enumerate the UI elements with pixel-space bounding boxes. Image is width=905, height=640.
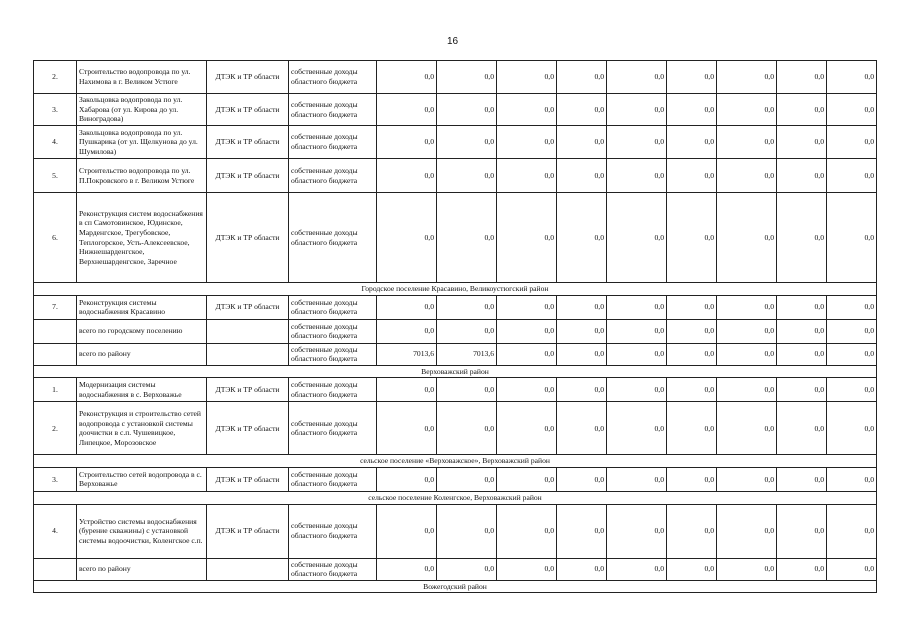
funding-value: 0,0 [777, 504, 827, 558]
funding-value: 0,0 [557, 126, 607, 159]
funding-value: 0,0 [557, 378, 607, 402]
funding-value: 0,0 [557, 467, 607, 491]
funding-value: 0,0 [777, 467, 827, 491]
table-row [34, 504, 877, 558]
funding-value: 0,0 [717, 343, 777, 365]
funding-value: 0,0 [717, 126, 777, 159]
funding-value: 0,0 [437, 378, 497, 402]
funding-value: 0,0 [717, 94, 777, 126]
funding-source: собственные доходы областного бюджета [289, 402, 377, 455]
row-number: 4. [34, 504, 77, 558]
row-number: 4. [34, 126, 77, 159]
funding-value: 0,0 [607, 94, 667, 126]
funding-value: 0,0 [667, 159, 717, 193]
funding-value: 0,0 [377, 295, 437, 319]
funding-value: 0,0 [497, 295, 557, 319]
row-number [34, 343, 77, 365]
funding-value: 0,0 [607, 319, 667, 343]
section-title: Вожегодский район [34, 580, 877, 593]
funding-value: 0,0 [777, 402, 827, 455]
executor: ДТЭК и ТР области [207, 467, 289, 491]
section-title: сельское поселение Коленгское, Верховажский район [34, 491, 877, 504]
table-row [34, 343, 877, 365]
section-header-row [34, 580, 877, 593]
funding-value: 0,0 [667, 378, 717, 402]
section-title: сельское поселение «Верховажское», Верховажский район [34, 455, 877, 468]
funding-value: 0,0 [827, 378, 877, 402]
funding-value: 0,0 [717, 295, 777, 319]
funding-value: 0,0 [667, 504, 717, 558]
funding-value: 0,0 [437, 61, 497, 94]
funding-value: 0,0 [437, 159, 497, 193]
measure-name: Устройство системы водоснабжения (бурение скважины) с установкой системы водоочистки, Коленгское с.п. [77, 504, 207, 558]
funding-source: собственные доходы областного бюджета [289, 94, 377, 126]
funding-value: 0,0 [497, 378, 557, 402]
table-row [34, 378, 877, 402]
funding-value: 0,0 [607, 343, 667, 365]
funding-value: 0,0 [777, 343, 827, 365]
funding-value: 0,0 [607, 126, 667, 159]
funding-value: 0,0 [777, 378, 827, 402]
funding-value: 0,0 [607, 295, 667, 319]
funding-value: 7013,6 [377, 343, 437, 365]
measure-name: Закольцовка водопровода по ул. Пушкарика (от ул. Щелкунова до ул. Шумилова) [77, 126, 207, 159]
funding-value: 0,0 [717, 558, 777, 580]
executor: ДТЭК и ТР области [207, 159, 289, 193]
funding-value: 0,0 [377, 319, 437, 343]
funding-value: 0,0 [777, 319, 827, 343]
funding-value: 0,0 [557, 319, 607, 343]
measure-name: Реконструкция систем водоснабжения в сп Самотовинское, Юдинское, Марденгское, Трегубовское, Теплогорское, Усть-Алексеевское, Нижнешарденгское, Верхнешарденгское, Заречное [77, 193, 207, 283]
row-number: 2. [34, 402, 77, 455]
executor [207, 343, 289, 365]
funding-value: 0,0 [377, 94, 437, 126]
funding-value: 0,0 [437, 467, 497, 491]
funding-value: 0,0 [667, 343, 717, 365]
funding-source: собственные доходы областного бюджета [289, 343, 377, 365]
funding-value: 0,0 [667, 319, 717, 343]
funding-value: 7013,6 [437, 343, 497, 365]
funding-value: 0,0 [667, 126, 717, 159]
measure-name: Закольцовка водопровода по ул. Хабарова (от ул. Кирова до ул. Виноградова) [77, 94, 207, 126]
measure-name: Реконструкция системы водоснабжения Красавино [77, 295, 207, 319]
row-number: 3. [34, 467, 77, 491]
row-number: 1. [34, 378, 77, 402]
funding-value: 0,0 [437, 193, 497, 283]
funding-value: 0,0 [497, 94, 557, 126]
funding-value: 0,0 [777, 159, 827, 193]
funding-value: 0,0 [557, 504, 607, 558]
funding-value: 0,0 [777, 295, 827, 319]
section-header-row [34, 491, 877, 504]
funding-value: 0,0 [717, 402, 777, 455]
funding-value: 0,0 [557, 558, 607, 580]
funding-source: собственные доходы областного бюджета [289, 467, 377, 491]
funding-value: 0,0 [667, 94, 717, 126]
funding-source: собственные доходы областного бюджета [289, 558, 377, 580]
executor: ДТЭК и ТР области [207, 193, 289, 283]
funding-value: 0,0 [667, 193, 717, 283]
table-row [34, 61, 877, 94]
funding-value: 0,0 [607, 61, 667, 94]
funding-value: 0,0 [827, 159, 877, 193]
table-row [34, 467, 877, 491]
funding-value: 0,0 [607, 159, 667, 193]
funding-value: 0,0 [497, 159, 557, 193]
funding-value: 0,0 [827, 402, 877, 455]
funding-source: собственные доходы областного бюджета [289, 319, 377, 343]
executor: ДТЭК и ТР области [207, 295, 289, 319]
executor: ДТЭК и ТР области [207, 61, 289, 94]
measure-name: всего по району [77, 343, 207, 365]
funding-value: 0,0 [607, 402, 667, 455]
funding-value: 0,0 [667, 61, 717, 94]
funding-value: 0,0 [827, 504, 877, 558]
row-number [34, 319, 77, 343]
funding-value: 0,0 [827, 126, 877, 159]
executor: ДТЭК и ТР области [207, 126, 289, 159]
funding-value: 0,0 [497, 504, 557, 558]
funding-value: 0,0 [777, 61, 827, 94]
funding-source: собственные доходы областного бюджета [289, 61, 377, 94]
measure-name: Строительство водопровода по ул. Нахимова в г. Великом Устюге [77, 61, 207, 94]
funding-value: 0,0 [557, 343, 607, 365]
funding-source: собственные доходы областного бюджета [289, 126, 377, 159]
table-row [34, 402, 877, 455]
funding-value: 0,0 [717, 159, 777, 193]
funding-value: 0,0 [717, 504, 777, 558]
funding-value: 0,0 [557, 193, 607, 283]
measure-name: Реконструкция и строительство сетей водопровода с установкой системы доочистки в с.п. Чушевицкое, Липецкое, Морозовское [77, 402, 207, 455]
funding-value: 0,0 [827, 467, 877, 491]
section-header-row [34, 455, 877, 468]
measure-name: всего по району [77, 558, 207, 580]
funding-value: 0,0 [777, 193, 827, 283]
table-row [34, 94, 877, 126]
funding-value: 0,0 [497, 319, 557, 343]
funding-value: 0,0 [607, 193, 667, 283]
funding-value: 0,0 [377, 378, 437, 402]
funding-value: 0,0 [557, 295, 607, 319]
funding-value: 0,0 [497, 467, 557, 491]
funding-source: собственные доходы областного бюджета [289, 193, 377, 283]
funding-value: 0,0 [557, 61, 607, 94]
measure-name: Модернизация системы водоснабжения в с. Верховажье [77, 378, 207, 402]
table-row [34, 126, 877, 159]
funding-value: 0,0 [717, 467, 777, 491]
measure-name: Строительство сетей водопровода в с. Верховажье [77, 467, 207, 491]
funding-value: 0,0 [497, 402, 557, 455]
section-header-row [34, 365, 877, 378]
funding-value: 0,0 [827, 193, 877, 283]
funding-source: собственные доходы областного бюджета [289, 295, 377, 319]
measure-name: Строительство водопровода по ул. П.Покровского в г. Великом Устюге [77, 159, 207, 193]
measure-name: всего по городскому поселению [77, 319, 207, 343]
table-row [34, 159, 877, 193]
funding-value: 0,0 [377, 126, 437, 159]
funding-value: 0,0 [437, 94, 497, 126]
page-number: 16 [446, 36, 459, 47]
executor [207, 319, 289, 343]
funding-source: собственные доходы областного бюджета [289, 378, 377, 402]
table-row [34, 319, 877, 343]
funding-source: собственные доходы областного бюджета [289, 504, 377, 558]
funding-value: 0,0 [667, 467, 717, 491]
executor: ДТЭК и ТР области [207, 402, 289, 455]
funding-value: 0,0 [497, 61, 557, 94]
funding-value: 0,0 [827, 295, 877, 319]
executor [207, 558, 289, 580]
funding-value: 0,0 [437, 319, 497, 343]
row-number: 7. [34, 295, 77, 319]
funding-value: 0,0 [607, 504, 667, 558]
funding-value: 0,0 [667, 402, 717, 455]
funding-value: 0,0 [497, 126, 557, 159]
funding-value: 0,0 [557, 159, 607, 193]
funding-value: 0,0 [557, 402, 607, 455]
funding-value: 0,0 [557, 94, 607, 126]
funding-value: 0,0 [827, 343, 877, 365]
funding-value: 0,0 [607, 378, 667, 402]
funding-value: 0,0 [377, 61, 437, 94]
row-number: 5. [34, 159, 77, 193]
funding-value: 0,0 [437, 504, 497, 558]
funding-value: 0,0 [717, 61, 777, 94]
row-number: 6. [34, 193, 77, 283]
funding-value: 0,0 [497, 193, 557, 283]
row-number: 2. [34, 61, 77, 94]
funding-value: 0,0 [777, 94, 827, 126]
funding-value: 0,0 [377, 193, 437, 283]
funding-value: 0,0 [827, 61, 877, 94]
funding-value: 0,0 [777, 126, 827, 159]
funding-value: 0,0 [377, 558, 437, 580]
funding-value: 0,0 [377, 402, 437, 455]
funding-value: 0,0 [667, 558, 717, 580]
funding-value: 0,0 [777, 558, 827, 580]
budget-table [33, 60, 877, 593]
table-row [34, 193, 877, 283]
funding-value: 0,0 [377, 467, 437, 491]
funding-value: 0,0 [497, 343, 557, 365]
section-title: Городское поселение Красавино, Великоустюгский район [34, 283, 877, 296]
funding-source: собственные доходы областного бюджета [289, 159, 377, 193]
section-title: Верховажский район [34, 365, 877, 378]
funding-value: 0,0 [717, 193, 777, 283]
row-number: 3. [34, 94, 77, 126]
funding-value: 0,0 [437, 402, 497, 455]
funding-value: 0,0 [827, 558, 877, 580]
executor: ДТЭК и ТР области [207, 378, 289, 402]
funding-value: 0,0 [667, 295, 717, 319]
funding-value: 0,0 [717, 378, 777, 402]
executor: ДТЭК и ТР области [207, 504, 289, 558]
table-row [34, 295, 877, 319]
funding-value: 0,0 [377, 159, 437, 193]
table-row [34, 558, 877, 580]
funding-value: 0,0 [607, 467, 667, 491]
section-header-row [34, 283, 877, 296]
funding-value: 0,0 [377, 504, 437, 558]
funding-value: 0,0 [827, 94, 877, 126]
funding-value: 0,0 [607, 558, 667, 580]
funding-value: 0,0 [827, 319, 877, 343]
funding-value: 0,0 [437, 295, 497, 319]
funding-value: 0,0 [717, 319, 777, 343]
funding-value: 0,0 [497, 558, 557, 580]
row-number [34, 558, 77, 580]
executor: ДТЭК и ТР области [207, 94, 289, 126]
funding-value: 0,0 [437, 126, 497, 159]
funding-value: 0,0 [437, 558, 497, 580]
